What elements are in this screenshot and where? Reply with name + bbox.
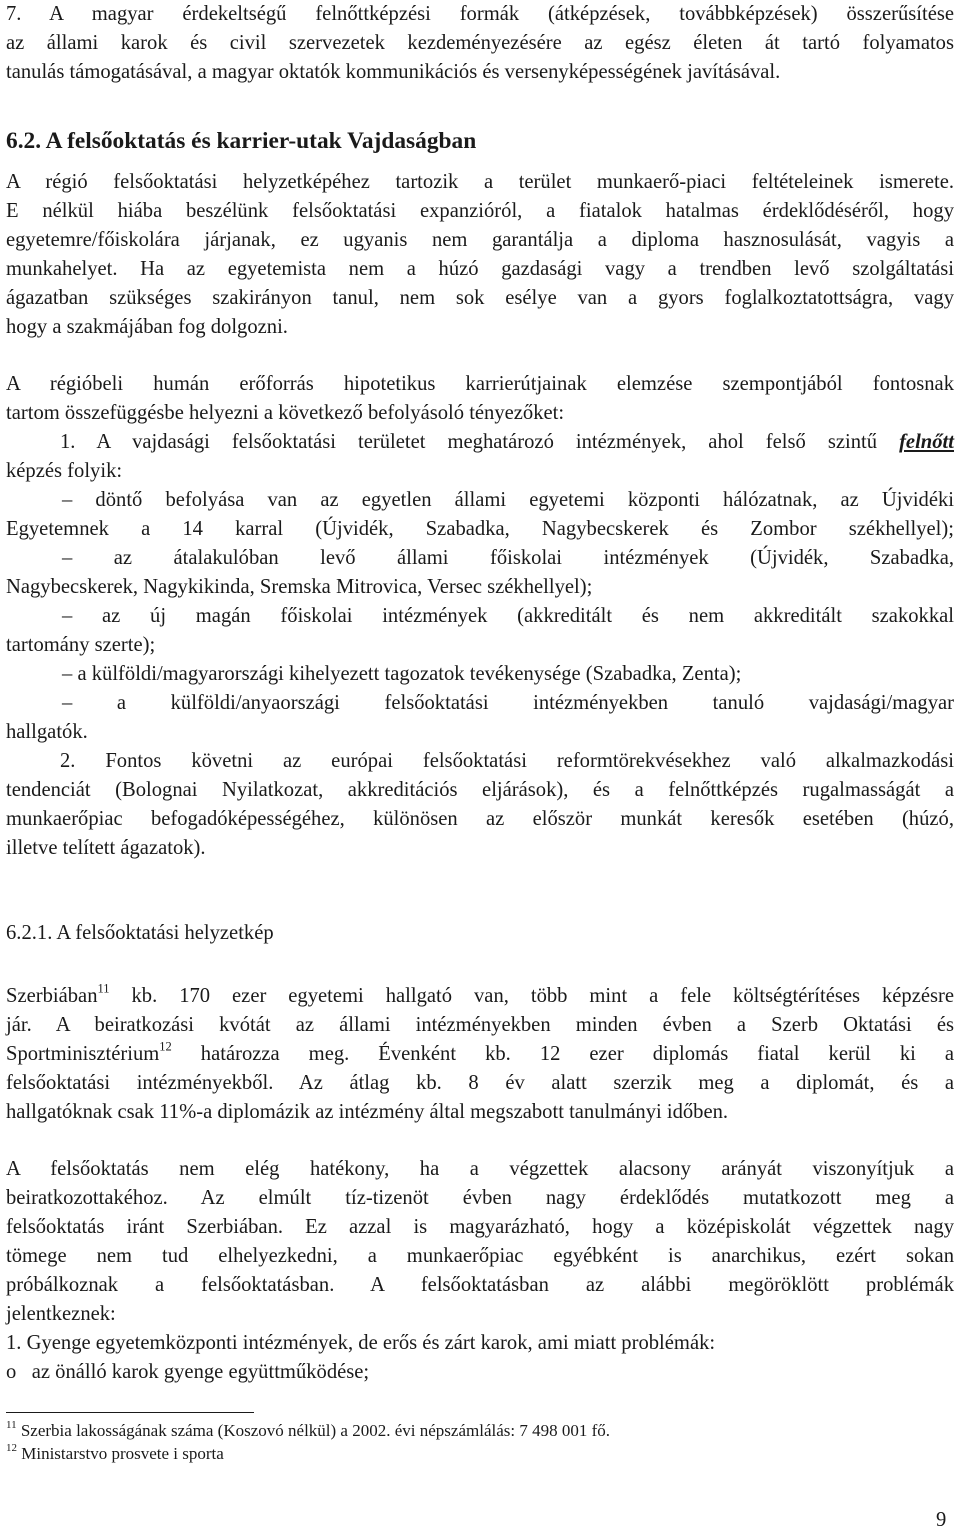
text-run: kb. 170 ezer egyetemi hallgató van, több mint a fele költségtérítéses képzésre (109, 985, 954, 1007)
emphasized-word: felnőtt (899, 431, 954, 453)
numbered-item-2: 2. Fontos követni az európai felsőoktatási reformtörekvésekhez való alkalmazkodási (60, 750, 954, 772)
text-line: illetve telített ágazatok). (6, 837, 206, 859)
footnote-number: 12 (6, 1441, 17, 1454)
text-run: Szerbiában (6, 985, 98, 1007)
text-line: Egyetemnek a 14 karral (Újvidék, Szabadka, Nagybecskerek és Zombor székhellyel); (6, 518, 954, 540)
page-number: 9 (936, 1509, 947, 1531)
numbered-item-1: 1. Gyenge egyetemközponti intézmények, de erős és zárt karok, ami miatt problémák: (6, 1332, 716, 1354)
text-line: munkahelyet. Ha az egyetemista nem a húzó gazdasági vagy a trendben levő szolgáltatási (6, 258, 954, 280)
text-line: tartomány szerte); (6, 634, 156, 656)
text-line: az állami karok és civil szervezetek kezdeményezésére az egész életen át tartó folyamatos (6, 32, 954, 54)
text-line (6, 1040, 954, 1069)
text-line: próbálkoznak a felsőoktatásban. A felsőoktatásban az alábbi megöröklött problémák (6, 1274, 954, 1296)
text-line: ágazatban szükséges szakirányon tanul, nem sok esélye van a gyors foglalkoztatottságra, vagy (6, 287, 954, 309)
dash-list-item: – döntő befolyása van az egyetlen állami egyetemi központi hálózatnak, az Újvidéki (62, 489, 954, 511)
footnote-ref-11[interactable]: 11 (97, 981, 110, 996)
dash-list-item: – a külföldi/anyaországi felsőoktatási intézményekben tanuló vajdasági/magyar (62, 692, 954, 714)
text-line: felsőoktatási intézményekből. Az átlag kb. 8 év alatt szerzik meg a diplomát, és a (6, 1072, 954, 1094)
text-line: tanulás támogatásával, a magyar oktatók kommunikációs és versenyképességének javításával. (6, 61, 781, 83)
text-line: tartom összefüggésbe helyezni a következő befolyásoló tényezőket: (6, 402, 565, 424)
footnote-separator (6, 1412, 254, 1413)
text-line: hogy a szakmájában fog dolgozni. (6, 316, 288, 338)
bullet-list-item: o az önálló karok gyenge együttműködése; (6, 1361, 370, 1383)
text-line (6, 982, 954, 1011)
text-line: beiratkozottakéhoz. Az elmúlt tíz-tizenöt évben nagy érdeklődés mutatkozott meg a (6, 1187, 954, 1209)
text-run: Sportminisztérium (6, 1043, 160, 1065)
text-line: hallgatóknak csak 11%-a diplomázik az intézmény által megszabott tanulmányi időben. (6, 1101, 729, 1123)
section-heading: 6.2. A felsőoktatás és karrier-utak Vajdaságban (6, 128, 477, 154)
text-line: A régió felsőoktatási helyzetképéhez tartozik a terület munkaerő-piaci feltételeinek ismerete. (6, 171, 954, 193)
footnote-number: 11 (6, 1418, 17, 1431)
text-line: képzés folyik: (6, 460, 123, 482)
text-line: hallgatók. (6, 721, 88, 743)
footnote-text: Szerbia lakosságának száma (Koszovó nélkül) a 2002. évi népszámlálás: 7 498 001 fő. (16, 1421, 611, 1440)
text-line: Nagybecskerek, Nagykikinda, Sremska Mitrovica, Versec székhellyel); (6, 576, 593, 598)
numbered-item-1 (6, 428, 954, 457)
text-line: 7. A magyar érdekeltségű felnőttképzési formák (átképzések, továbbképzések) összerűsítése (6, 3, 954, 25)
dash-list-item: – az új magán főiskolai intézmények (akkreditált és nem akkreditált szakokkal (62, 605, 954, 627)
text-line: tendenciát (Bolognai Nyilatkozat, akkreditációs eljárások), és a felnőttképzés rugalmasságát a (6, 779, 954, 801)
item-text: 1. A vajdasági felsőoktatási területet meghatározó intézmények, ahol felső szintű (60, 431, 900, 453)
text-run: határozza meg. Évenként kb. 12 ezer diplomás fiatal kerül ki a (171, 1043, 954, 1065)
text-line: munkaerőpiac befogadóképességéhez, különösen az először munkát keresők esetében (húzó, (6, 808, 954, 830)
subsection-heading: 6.2.1. A felsőoktatási helyzetkép (6, 922, 274, 944)
text-line: E nélkül hiába beszélünk felsőoktatási expanzióról, a fiatalok hatalmas érdeklődéséről, hogy (6, 200, 954, 222)
footnote-ref-12[interactable]: 12 (159, 1039, 172, 1054)
dash-list-item: – a külföldi/magyarországi kihelyezett tagozatok tevékenysége (Szabadka, Zenta); (62, 663, 742, 685)
text-line: A régióbeli humán erőforrás hipotetikus karrierútjainak elemzése szempontjából fontosnak (6, 373, 954, 395)
dash-list-item: – az átalakulóban levő állami főiskolai intézmények (Újvidék, Szabadka, (62, 547, 954, 569)
text-line: jelentkeznek: (6, 1303, 116, 1325)
text-line: jár. A beiratkozási kvótát az állami intézményekben minden évben a Szerb Oktatási és (6, 1014, 954, 1036)
footnote-11 (6, 1420, 954, 1442)
text-line: A felsőoktatás nem elég hatékony, ha a végzettek alacsony arányát viszonyítjuk a (6, 1158, 954, 1180)
text-line: tömege nem tud elhelyezkedni, a munkaerőpiac egyébként is anarchikus, ezért sokan (6, 1245, 954, 1267)
text-line: egyetemre/főiskolára járjanak, ez ugyanis nem garantálja a diploma hasznosulását, vagyis a (6, 229, 954, 251)
text-line: felsőoktatás iránt Szerbiában. Ez azzal is magyarázható, hogy a középiskolát végzettek nagy (6, 1216, 954, 1238)
footnote-text: Ministarstvo prosvete i sporta (17, 1444, 224, 1463)
footnote-12 (6, 1443, 954, 1465)
